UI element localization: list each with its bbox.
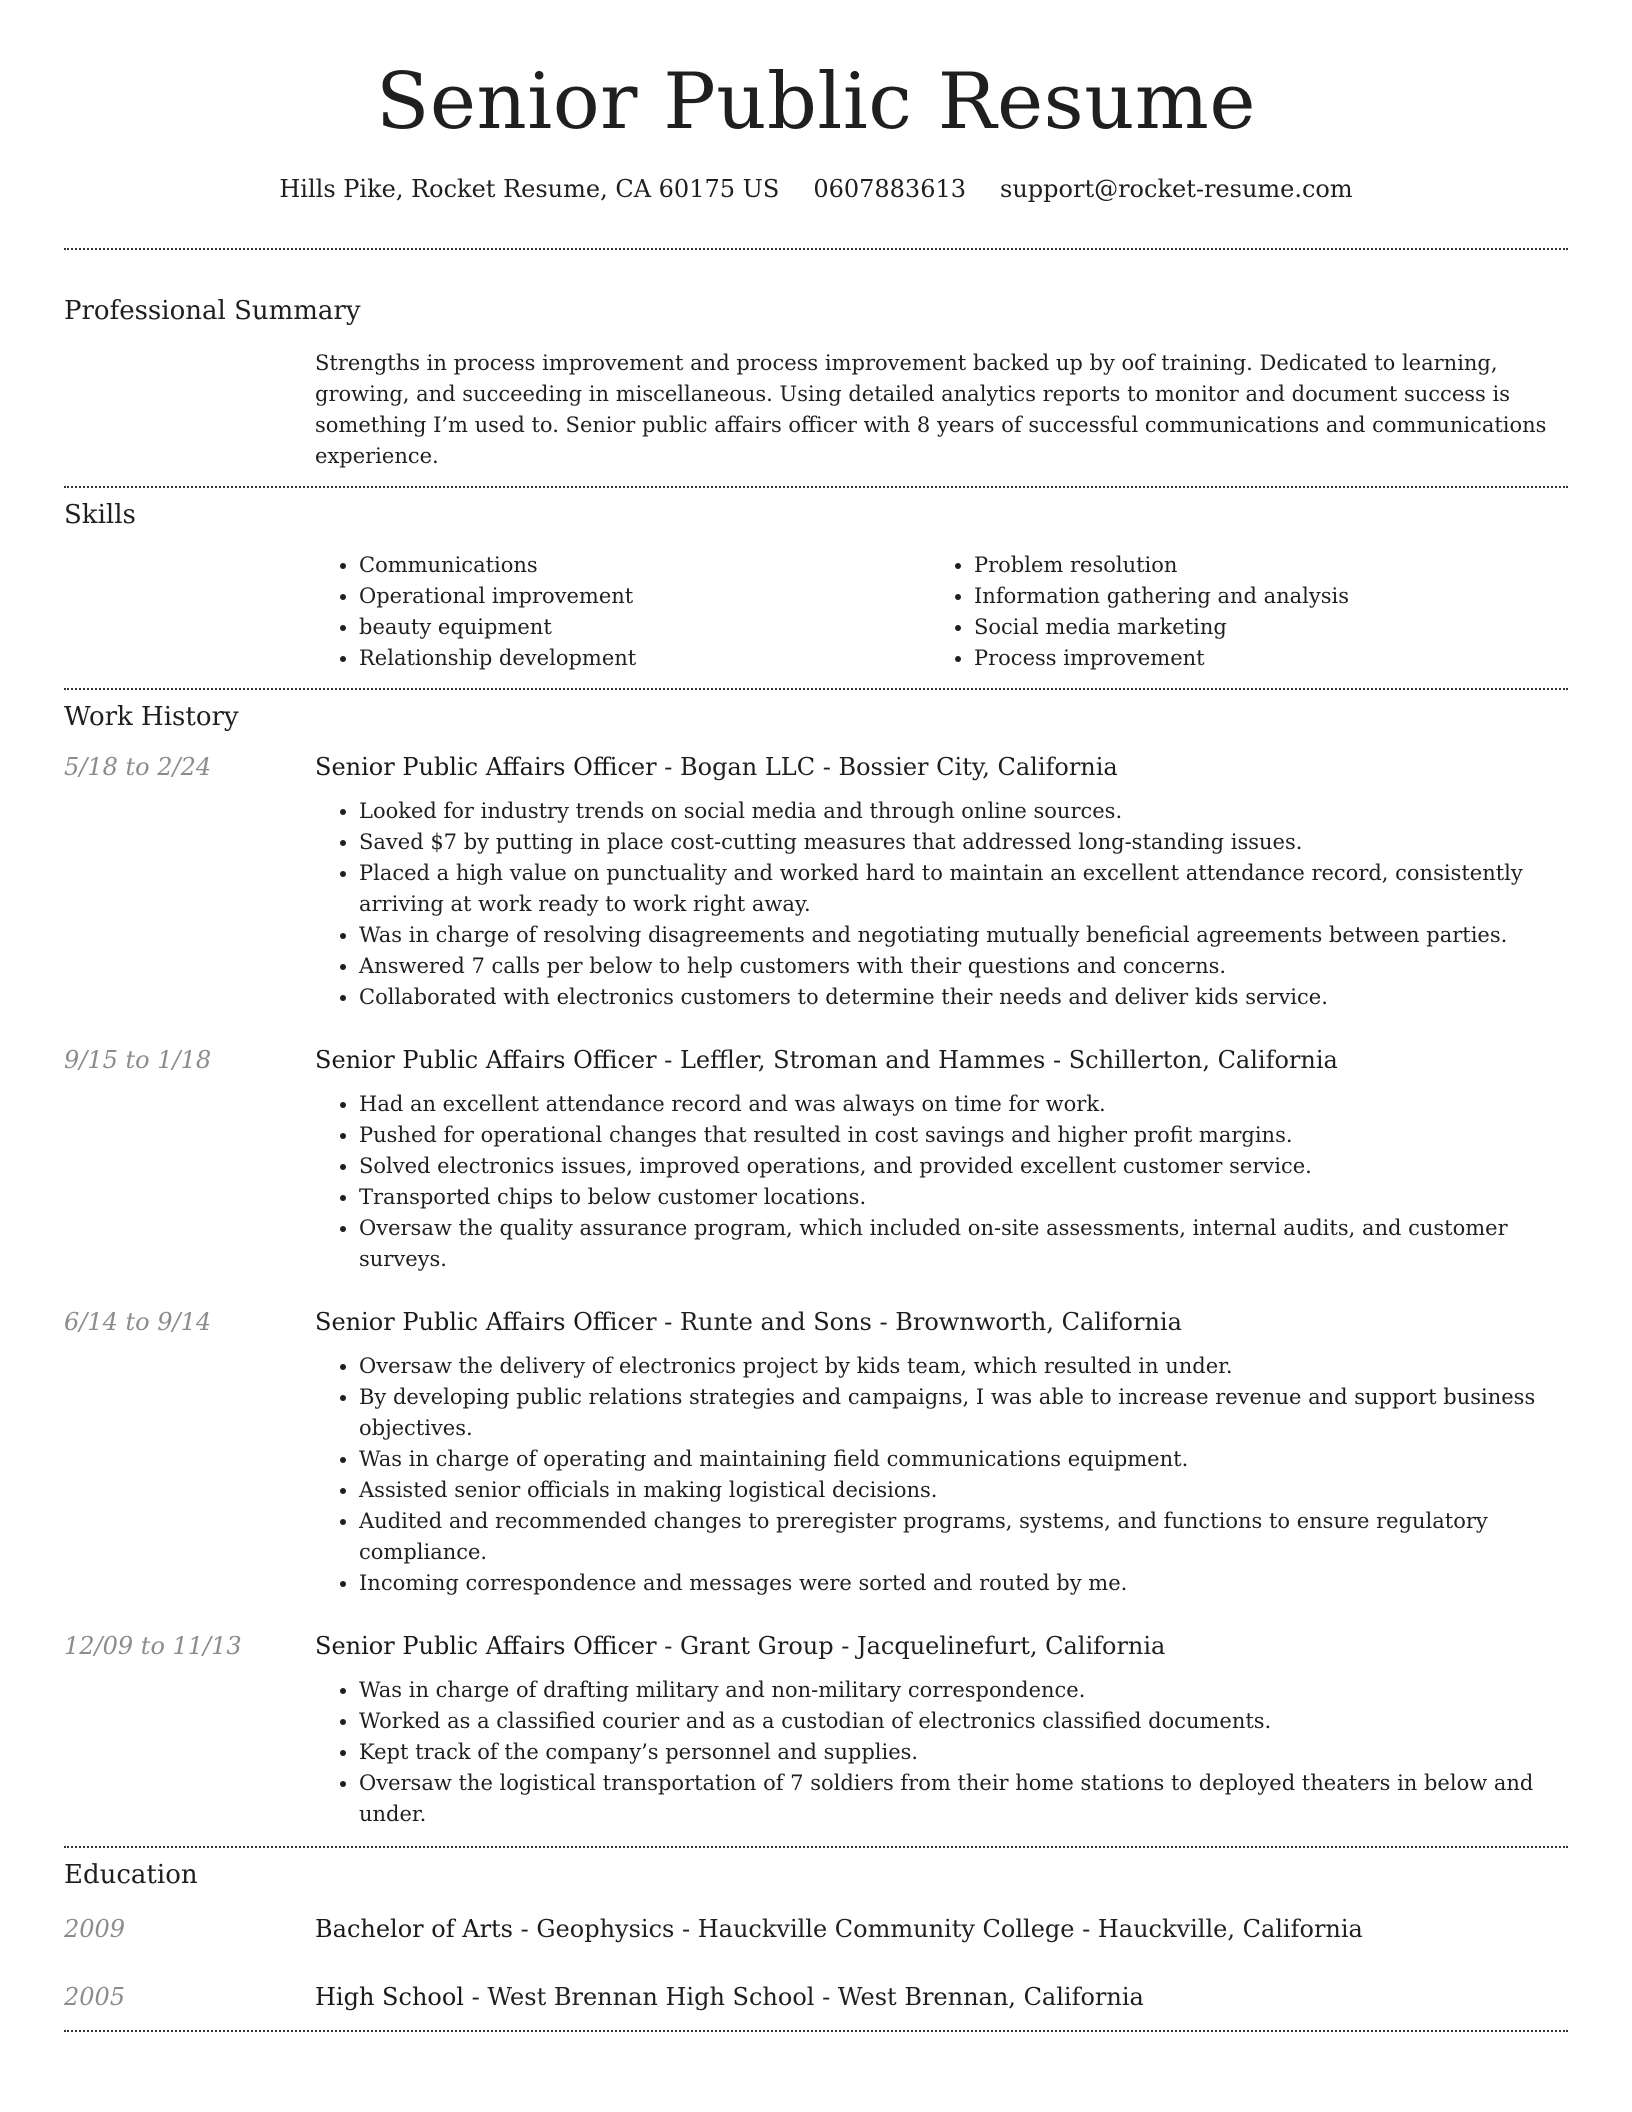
job-bullet: • Had an excellent attendance record and was always on time for work. — [359, 1089, 1568, 1120]
skills-grid — [315, 550, 1568, 688]
job-bullet: • Was in charge of operating and maintaining field communications equipment. — [359, 1444, 1568, 1475]
education-location: West Brennan, California — [837, 1983, 1144, 2011]
divider — [64, 2030, 1568, 2032]
skills-column-left — [315, 550, 930, 674]
skill-item: • beauty equipment — [359, 612, 930, 643]
job-entry — [64, 1305, 1568, 1599]
job-location: Bossier City, California — [838, 753, 1118, 781]
job-dates: 6/14 to 9/14 — [64, 1308, 212, 1336]
contact-address: Hills Pike, Rocket Resume, CA 60175 US — [279, 175, 780, 203]
contact-line — [64, 172, 1568, 206]
education-year: 2009 — [64, 1915, 126, 1943]
job-heading: Senior Public Affairs Officer - Runte and Sons - Brownworth, California — [315, 1308, 1182, 1336]
skill-item: • Information gathering and analysis — [974, 581, 1545, 612]
job-bullet: • Kept track of the company’s personnel and supplies. — [359, 1737, 1568, 1768]
job-company: Runte and Sons — [679, 1308, 872, 1336]
job-company: Leffler, Stroman and Hammes — [679, 1046, 1046, 1074]
job-bullet: • Answered 7 calls per below to help customers with their questions and concerns. — [359, 951, 1568, 982]
job-bullet: • Solved electronics issues, improved operations, and provided excellent customer service. — [359, 1151, 1568, 1182]
contact-email: support@rocket-resume.com — [1000, 175, 1353, 203]
job-location: Brownworth, California — [895, 1308, 1182, 1336]
skill-item: • Operational improvement — [359, 581, 930, 612]
work-history-section — [64, 690, 1568, 1846]
job-entry — [64, 750, 1568, 1013]
job-entry — [64, 1629, 1568, 1830]
job-bullet: • Oversaw the logistical transportation of 7 soldiers from their home stations to deployed theaters in below and under. — [359, 1768, 1568, 1830]
job-heading: Senior Public Affairs Officer - Bogan LLC - Bossier City, California — [315, 753, 1118, 781]
job-bullet: • Oversaw the quality assurance program, which included on-site assessments, internal audits, and customer surveys. — [359, 1213, 1568, 1275]
education-section — [64, 1848, 1568, 2030]
job-bullet: • Pushed for operational changes that resulted in cost savings and higher profit margins. — [359, 1120, 1568, 1151]
education-location: Hauckville, California — [1097, 1915, 1363, 1943]
skill-item: • Communications — [359, 550, 930, 581]
job-bullet: • Incoming correspondence and messages were sorted and routed by me. — [359, 1568, 1568, 1599]
job-dates: 9/15 to 1/18 — [64, 1046, 212, 1074]
education-entry — [64, 1912, 1568, 1946]
resume-name: Senior Public Resume — [375, 57, 1257, 147]
job-bullet: • Oversaw the delivery of electronics project by kids team, which resulted in under. — [359, 1351, 1568, 1382]
skill-item: • Social media marketing — [974, 612, 1545, 643]
education-school: Hauckville Community College — [697, 1915, 1075, 1943]
job-dates: 5/18 to 2/24 — [64, 753, 212, 781]
section-title-skills: Skills — [64, 500, 136, 530]
job-location: Schillerton, California — [1068, 1046, 1338, 1074]
education-degree: High School — [315, 1983, 464, 2011]
section-title-work: Work History — [64, 702, 239, 732]
job-role: Senior Public Affairs Officer — [315, 1046, 657, 1074]
job-bullet: • Saved $7 by putting in place cost-cutting measures that addressed long-standing issues. — [359, 827, 1568, 858]
job-bullet: • Transported chips to below customer locations. — [359, 1182, 1568, 1213]
job-role: Senior Public Affairs Officer — [315, 1632, 657, 1660]
skill-item: • Relationship development — [359, 643, 930, 674]
job-bullet: • Was in charge of drafting military and non-military correspondence. — [359, 1675, 1568, 1706]
job-bullet: • By developing public relations strategies and campaigns, I was able to increase revenue and support business objectives. — [359, 1382, 1568, 1444]
skill-item: • Process improvement — [974, 643, 1545, 674]
skills-column-right — [930, 550, 1545, 674]
education-year: 2005 — [64, 1983, 126, 2011]
job-bullet: • Collaborated with electronics customers to determine their needs and deliver kids service. — [359, 982, 1568, 1013]
job-company: Bogan LLC — [679, 753, 816, 781]
job-role: Senior Public Affairs Officer — [315, 1308, 657, 1336]
job-bullet: • Assisted senior officials in making logistical decisions. — [359, 1475, 1568, 1506]
job-bullet: • Worked as a classified courier and as a custodian of electronics classified documents. — [359, 1706, 1568, 1737]
education-degree: Bachelor of Arts — [315, 1915, 513, 1943]
divider — [64, 248, 1568, 250]
job-location: Jacquelinefurt, California — [856, 1632, 1166, 1660]
section-title-summary: Professional Summary — [64, 296, 361, 326]
contact-phone: 0607883613 — [813, 175, 967, 203]
job-company: Grant Group — [679, 1632, 834, 1660]
summary-text: Strengths in process improvement and process improvement backed up by oof training. Dedicated to learning, growing, and succeeding in miscellaneous. Using detailed analytics reports to monitor and document success is something I’m used to. Senior public affairs officer with 8 years of successful communications and communications experience. — [315, 351, 1547, 468]
section-title-education: Education — [64, 1860, 198, 1890]
job-role: Senior Public Affairs Officer — [315, 753, 657, 781]
job-bullet: • Was in charge of resolving disagreements and negotiating mutually beneficial agreements between parties. — [359, 920, 1568, 951]
education-field: Geophysics — [536, 1915, 675, 1943]
resume-page — [64, 0, 1568, 2032]
professional-summary-section — [64, 294, 1568, 486]
job-heading: Senior Public Affairs Officer - Leffler, Stroman and Hammes - Schillerton, California — [315, 1046, 1338, 1074]
education-entry — [64, 1980, 1568, 2014]
job-bullet: • Placed a high value on punctuality and worked hard to maintain an excellent attendance record, consistently arriving at work ready to work right away. — [359, 858, 1568, 920]
education-school: West Brennan High School — [487, 1983, 815, 2011]
skills-section — [64, 488, 1568, 688]
job-dates: 12/09 to 11/13 — [64, 1632, 242, 1660]
job-entry — [64, 1043, 1568, 1275]
education-heading: Bachelor of Arts - Geophysics - Hauckville Community College - Hauckville, California — [315, 1915, 1363, 1943]
job-bullet: • Looked for industry trends on social media and through online sources. — [359, 796, 1568, 827]
job-bullet: • Audited and recommended changes to preregister programs, systems, and functions to ensure regulatory compliance. — [359, 1506, 1568, 1568]
job-heading: Senior Public Affairs Officer - Grant Group - Jacquelinefurt, California — [315, 1632, 1166, 1660]
skill-item: • Problem resolution — [974, 550, 1545, 581]
education-heading: High School - West Brennan High School - West Brennan, California — [315, 1983, 1144, 2011]
